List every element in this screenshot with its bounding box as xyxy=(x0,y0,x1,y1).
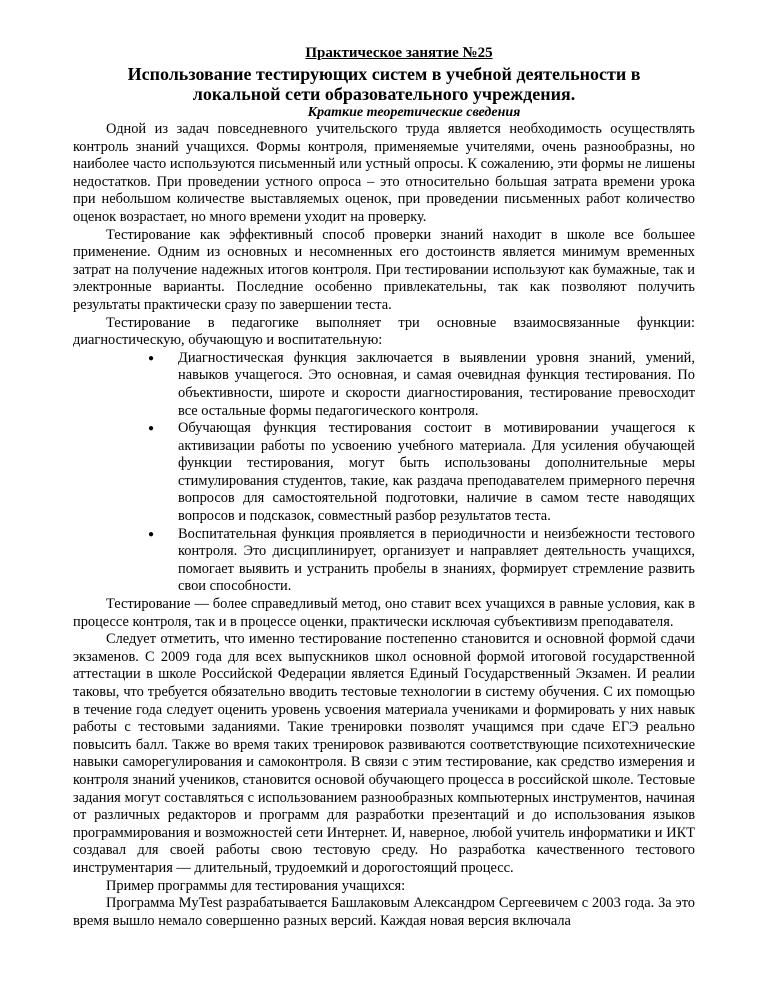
title-line-1: Использование тестирующих систем в учебной деятельности в xyxy=(127,64,641,84)
paragraph-2: Тестирование как эффективный способ проверки знаний находит в школе все большее применение. Одним из основных и несомненных его достоинств является минимум временных затрат на получение надежных итогов контроля. При тестировании используют как бумажные, так и электронные варианты. Последние особенно привлекательны, так как позволяют получить результаты практически сразу по завершении теста. xyxy=(73,226,695,313)
functions-list xyxy=(73,350,695,596)
list-item-educational xyxy=(148,525,695,596)
paragraph-5: Следует отметить, что именно тестирование постепенно становится и основной формой сдачи экзаменов. С 2009 года для всех выпускников школ основной формой итоговой государственной аттестации в школе Российской Федерации является Единый Государственный Экзамен. И реалии таковы, что требуется обязательно вводить тестовые технологии в систему обучения. С их помощью в течение года следует оценить уровень усвоения материала учениками и формировать у них навык работы с тестовыми заданиями. Такие тренировки позволят учащимся при сдаче ЕГЭ реально повысить балл. Также во время таких тренировок развиваются соответствующие психотехнические навыки саморегулирования и самоконтроля. В связи с этим тестирование, как средство измерения и контроля знаний учеников, становится основой обучающего процесса в российской школе. Тестовые задания могут составляться с использованием разнообразных компьютерных инструментов, начиная от различных редакторов и программ для разработки презентаций и до использования языков программирования и возможностей сети Интернет. И, наверное, любой учитель информатики и ИКТ создавал для своей работы свою тестовую среду. Но разработка качественного тестового инструментария — длительный, трудоемкий и дорогостоящий процесс. xyxy=(73,631,695,876)
list-item-text: Воспитательная функция проявляется в периодичности и неизбежности тестового контроля. Это дисциплинирует, организует и направляет деятельность учащихся, помогает выявить и устранить пробелы в знаниях, формирует стремление развить свои способности. xyxy=(178,525,695,595)
section-subtitle: Краткие теоретические сведения xyxy=(307,105,521,120)
list-item-teaching xyxy=(148,420,695,526)
list-item-diagnostic xyxy=(148,349,695,420)
paragraph-1: Одной из задач повседневного учительского труда является необходимость осуществлять контроль знаний учащихся. Формы контроля, применяемые учителями, очень разнообразны, но наиболее часто используются письменный или устный опросы. К сожалению, эти формы не лишены недостатков. При проведении устного опроса – это относительно большая затрата времени урока при небольшом количестве выставляемых оценок, при проведении письменных работ количество оценок возрастает, но много времени уходит на проверку. xyxy=(73,121,695,225)
paragraph-7: Программа MyTest разрабатывается Башлаковым Александром Сергеевичем с 2003 года. За это время вышло немало совершенно разных версий. Каждая новая версия включала xyxy=(73,895,695,929)
page-title xyxy=(73,64,695,104)
paragraph-3: Тестирование в педагогике выполняет три основные взаимосвязанные функции: диагностическую, обучающую и воспитательную: xyxy=(73,314,695,349)
bullet-icon: ● xyxy=(148,423,155,435)
list-item-text: Обучающая функция тестирования состоит в мотивировании учащегося к активизации работы по усвоению учебного материала. Для усиления обучающей функции тестирования, могут быть использованы дополнительные меры стимулирования студентов, такие, как раздача преподавателем примерного перечня вопросов для самостоятельной подготовки, наличие в самом тесте наводящих вопросов и подсказок, совместный разбор результатов теста. xyxy=(178,420,695,525)
bullet-icon: ● xyxy=(148,352,155,364)
lesson-number: Практическое занятие №25 xyxy=(305,45,493,61)
paragraph-6: Пример программы для тестирования учащихся: xyxy=(106,877,406,894)
paragraph-4: Тестирование — более справедливый метод, оно ставит всех учащихся в равные условия, как в процессе контроля, так и в процессе оценки, практически исключая субъективизм преподавателя. xyxy=(73,596,695,630)
bullet-icon: ● xyxy=(148,528,155,540)
list-item-text: Диагностическая функция заключается в выявлении уровня знаний, умений, навыков учащегося. Это основная, и самая очевидная функция тестирования. По объективности, широте и скорости диагностирования, тестирование превосходит все остальные формы педагогического контроля. xyxy=(178,349,695,419)
title-line-2: локальной сети образовательного учреждения. xyxy=(192,84,576,104)
